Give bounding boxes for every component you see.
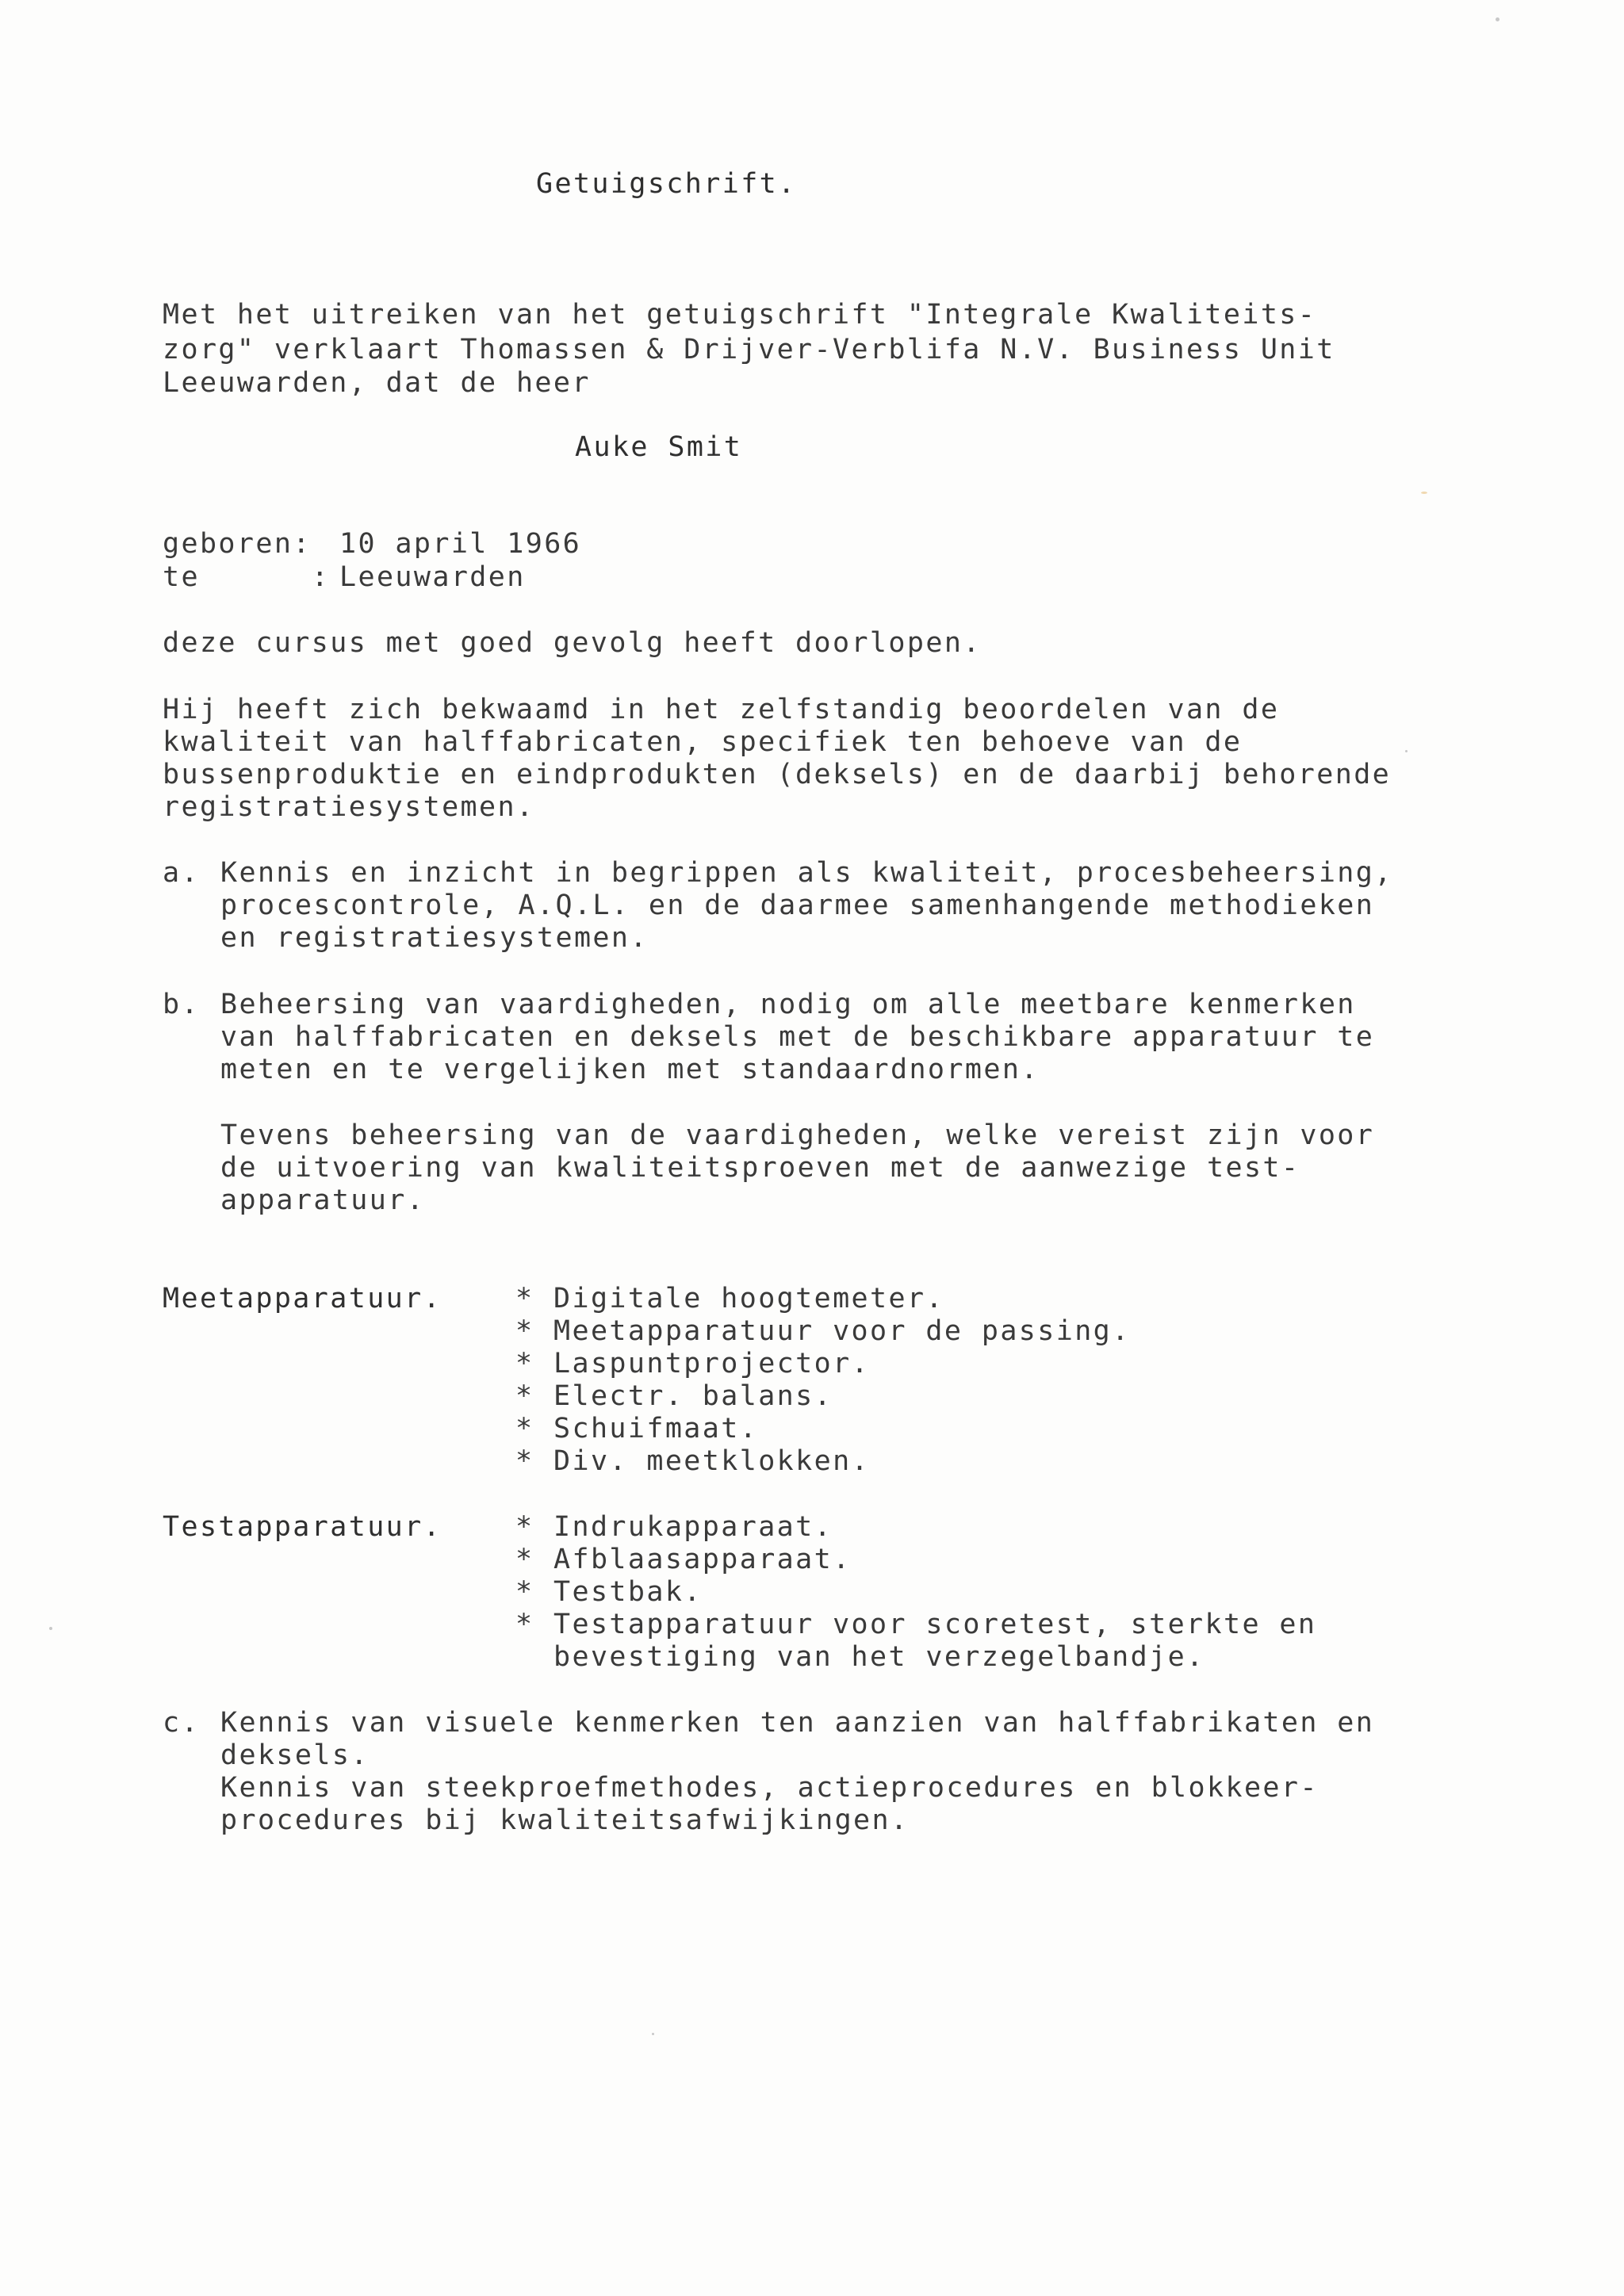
paragraph-line: bussenproduktie en eindprodukten (deksels) en de daarbij behorende bbox=[163, 759, 1392, 790]
paragraph-line: kwaliteit van halffabricaten, specifiek ten behoeve van de bbox=[163, 726, 1243, 758]
paragraph-line: registratiesystemen. bbox=[163, 791, 535, 823]
intro-line: Leeuwarden, dat de heer bbox=[163, 367, 591, 399]
meetapparatuur-label: Meetapparatuur. bbox=[163, 1283, 442, 1314]
intro-line: zorg" verklaart Thomassen & Drijver-Verblifa N.V. Business Unit bbox=[163, 334, 1335, 365]
testapparatuur-item: Afblaasapparaat. bbox=[553, 1544, 852, 1575]
testapparatuur-item: Indrukapparaat. bbox=[553, 1511, 833, 1543]
testapparatuur-continuation: bevestiging van het verzegelbandje. bbox=[553, 1641, 1205, 1673]
section-b-line: meten en te vergelijken met standaardnormen. bbox=[220, 1054, 1040, 1085]
section-c-line: procedures bij kwaliteitsafwijkingen. bbox=[220, 1804, 910, 1836]
meetapparatuur-item: Div. meetklokken. bbox=[553, 1445, 871, 1477]
section-a-line: procescontrole, A.Q.L. en de daarmee samenhangende methodieken bbox=[220, 890, 1375, 921]
section-a-line: Kennis en inzicht in begrippen als kwaliteit, procesbeheersing, bbox=[220, 857, 1393, 889]
bullet-star: * bbox=[515, 1544, 534, 1575]
bullet-star: * bbox=[515, 1576, 534, 1608]
meetapparatuur-item: Laspuntprojector. bbox=[553, 1348, 871, 1380]
scan-speck bbox=[49, 1627, 52, 1630]
bullet-star: * bbox=[515, 1348, 534, 1380]
place-label: te : bbox=[163, 561, 331, 593]
bullet-star: * bbox=[515, 1315, 534, 1347]
section-b-marker: b. bbox=[163, 989, 200, 1020]
bullet-star: * bbox=[515, 1609, 534, 1640]
section-a-line: en registratiesystemen. bbox=[220, 922, 649, 954]
testapparatuur-item: Testbak. bbox=[553, 1576, 703, 1608]
bullet-star: * bbox=[515, 1511, 534, 1543]
place-value: Leeuwarden bbox=[339, 561, 526, 593]
meetapparatuur-item: Meetapparatuur voor de passing. bbox=[553, 1315, 1131, 1347]
scan-speck bbox=[1421, 492, 1427, 494]
section-b-extra-line: apparatuur. bbox=[220, 1184, 426, 1216]
bullet-star: * bbox=[515, 1445, 534, 1477]
scan-speck bbox=[652, 2033, 654, 2035]
section-b-extra-line: de uitvoering van kwaliteitsproeven met de aanwezige test- bbox=[220, 1152, 1300, 1184]
section-b-line: van halffabricaten en deksels met de beschikbare apparatuur te bbox=[220, 1021, 1375, 1053]
born-label: geboren: bbox=[163, 528, 312, 560]
section-c-line: Kennis van steekproefmethodes, actieprocedures en blokkeer- bbox=[220, 1772, 1319, 1804]
document-title: Getuigschrift. bbox=[536, 168, 797, 200]
intro-line: Met het uitreiken van het getuigschrift "Integrale Kwaliteits- bbox=[163, 299, 1317, 331]
testapparatuur-item: Testapparatuur voor scoretest, sterkte en bbox=[553, 1609, 1317, 1640]
bullet-star: * bbox=[515, 1380, 534, 1412]
section-a-marker: a. bbox=[163, 857, 200, 889]
section-c-line: Kennis van visuele kenmerken ten aanzien van halffabrikaten en bbox=[220, 1707, 1375, 1739]
section-b-extra-line: Tevens beheersing van de vaardigheden, welke vereist zijn voor bbox=[220, 1119, 1375, 1151]
recipient-name: Auke Smit bbox=[575, 431, 743, 463]
section-b-line: Beheersing van vaardigheden, nodig om alle meetbare kenmerken bbox=[220, 989, 1356, 1020]
meetapparatuur-item: Electr. balans. bbox=[553, 1380, 833, 1412]
paragraph-line: Hij heeft zich bekwaamd in het zelfstandig beoordelen van de bbox=[163, 694, 1280, 725]
meetapparatuur-item: Digitale hoogtemeter. bbox=[553, 1283, 944, 1314]
meetapparatuur-item: Schuifmaat. bbox=[553, 1413, 759, 1445]
section-c-marker: c. bbox=[163, 1707, 200, 1739]
born-value: 10 april 1966 bbox=[339, 528, 582, 560]
section-c-line: deksels. bbox=[220, 1739, 370, 1771]
completion-statement: deze cursus met goed gevolg heeft doorlopen. bbox=[163, 627, 982, 659]
bullet-star: * bbox=[515, 1283, 534, 1314]
scan-speck bbox=[1405, 750, 1408, 752]
scan-speck bbox=[1496, 17, 1500, 21]
bullet-star: * bbox=[515, 1413, 534, 1445]
testapparatuur-label: Testapparatuur. bbox=[163, 1511, 442, 1543]
